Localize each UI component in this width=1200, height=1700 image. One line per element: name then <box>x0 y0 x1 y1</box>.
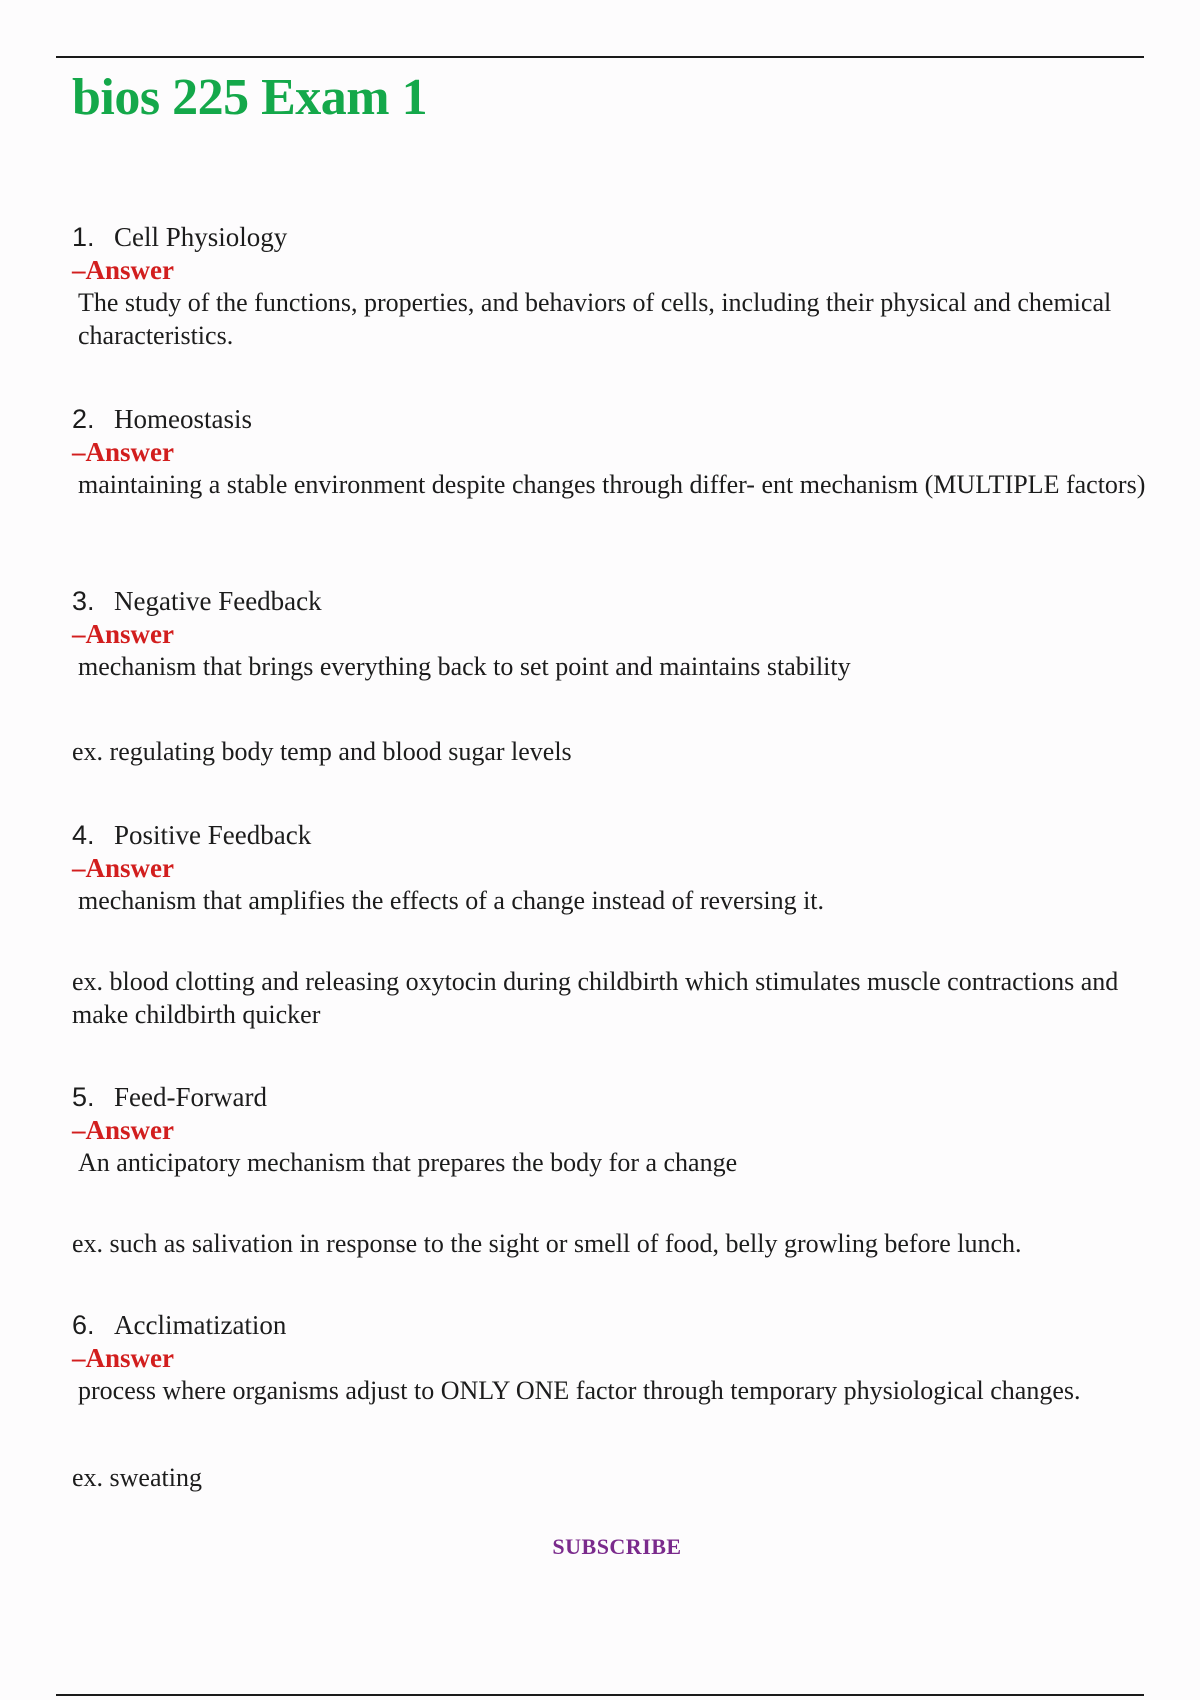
question-item <box>72 818 1162 917</box>
question-number: 1. <box>72 222 95 252</box>
answer-label: –Answer <box>72 1115 174 1145</box>
question-item <box>72 1308 1162 1407</box>
question-term: Feed-Forward <box>114 1082 267 1112</box>
answer-definition: maintaining a stable environment despite changes through differ- ent mechanism (MULTIPLE factors) <box>78 470 1146 499</box>
answer-label: –Answer <box>72 853 174 883</box>
answer-label: –Answer <box>72 255 174 285</box>
question-term: Cell Physiology <box>114 222 288 252</box>
document-title: bios 225 Exam 1 <box>72 69 428 126</box>
question-line <box>72 1080 1162 1114</box>
question-line <box>72 584 1162 618</box>
question-line <box>72 402 1162 436</box>
answer-definition: The study of the functions, properties, and behaviors of cells, including their physical and chemical characteristics. <box>78 288 1112 350</box>
question-line <box>72 1308 1162 1342</box>
question-term: Negative Feedback <box>114 586 322 616</box>
question-line <box>72 818 1162 852</box>
answer-example: ex. regulating body temp and blood sugar levels <box>72 737 572 766</box>
answer-definition: mechanism that brings everything back to set point and maintains stability <box>78 652 851 681</box>
answer-label: –Answer <box>72 437 174 467</box>
answer-label: –Answer <box>72 619 174 649</box>
question-term: Positive Feedback <box>114 820 312 850</box>
answer-definition: An anticipatory mechanism that prepares the body for a change <box>78 1148 738 1177</box>
question-number: 4. <box>72 820 95 850</box>
question-term: Homeostasis <box>114 404 252 434</box>
answer-example: ex. sweating <box>72 1463 202 1492</box>
question-number: 6. <box>72 1310 95 1340</box>
question-number: 2. <box>72 404 95 434</box>
top-rule <box>56 56 1144 58</box>
question-number: 3. <box>72 586 95 616</box>
answer-definition: process where organisms adjust to ONLY ONE factor through temporary physiological changes. <box>78 1376 1081 1405</box>
question-line <box>72 220 1162 254</box>
subscribe-link[interactable]: SUBSCRIBE <box>552 1534 682 1559</box>
bottom-rule <box>56 1694 1144 1696</box>
question-item <box>72 584 1162 683</box>
question-item <box>72 220 1162 352</box>
question-number: 5. <box>72 1082 95 1112</box>
question-item <box>72 1080 1162 1179</box>
answer-definition: mechanism that amplifies the effects of a change instead of reversing it. <box>78 886 825 915</box>
answer-label: –Answer <box>72 1343 174 1373</box>
answer-example: ex. such as salivation in response to the sight or smell of food, belly growling before lunch. <box>72 1229 1022 1258</box>
question-item <box>72 402 1162 501</box>
answer-example: ex. blood clotting and releasing oxytocin during childbirth which stimulates muscle contractions and make childbirth quicker <box>72 967 1119 1029</box>
question-term: Acclimatization <box>114 1310 287 1340</box>
